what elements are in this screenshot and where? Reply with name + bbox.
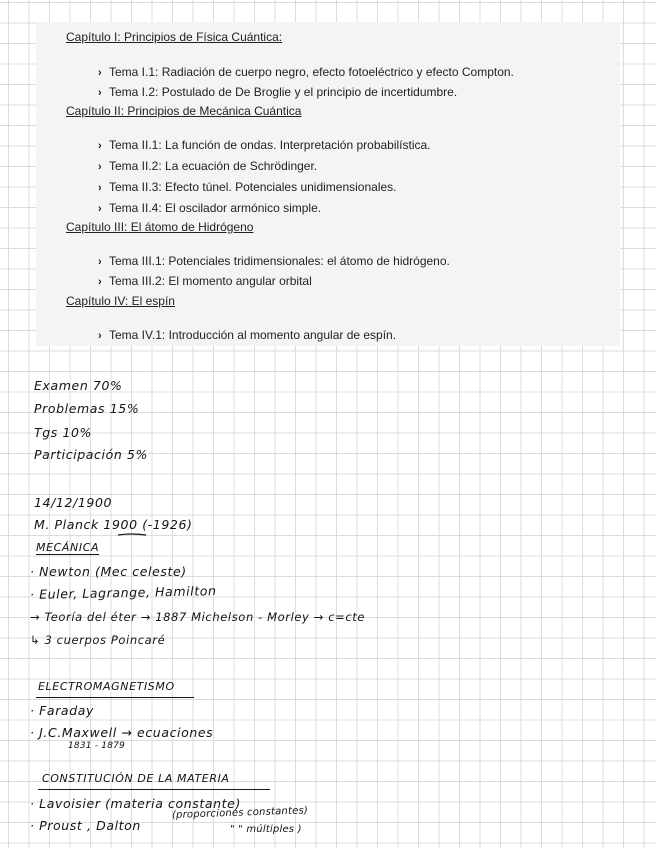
- heading-electromagnetismo: ELECTROMAGNETISMO: [38, 680, 175, 693]
- topic-label: Tema III.1: Potenciales tridimensionales: el átomo de hidrógeno.: [109, 254, 450, 268]
- maxwell-years: 1831 - 1879: [68, 741, 125, 751]
- grading-exam: Examen 70%: [34, 378, 123, 393]
- topic-label: Tema II.1: La función de ondas. Interpretación probabilística.: [109, 138, 431, 152]
- chevron-right-icon: ›: [98, 140, 102, 152]
- topic-label: Tema III.2: El momento angular orbital: [109, 274, 312, 288]
- chapter-title-4: Capítulo IV: El espín: [66, 294, 175, 308]
- topic-label: Tema I.1: Radiación de cuerpo negro, efecto fotoeléctrico y efecto Compton.: [109, 65, 514, 79]
- chapter-title-3: Capítulo III: El átomo de Hidrógeno: [66, 220, 254, 234]
- chevron-right-icon: ›: [98, 330, 102, 342]
- note-planck: M. Planck 1900 (-1926): [34, 517, 193, 532]
- chevron-right-icon: ›: [98, 256, 102, 268]
- chevron-right-icon: ›: [98, 182, 102, 194]
- note-date: 14/12/1900: [34, 495, 113, 510]
- topic-label: Tema II.3: Efecto túnel. Potenciales unidimensionales.: [109, 180, 397, 194]
- ink-underline: [118, 534, 146, 535]
- electromagnetismo-item: · J.C.Maxwell → ecuaciones: [30, 725, 214, 740]
- topic-label: Tema II.2: La ecuación de Schrödinger.: [109, 159, 318, 173]
- mecanica-item: → Teoría del éter → 1887 Michelson - Morley → c=cte: [30, 610, 366, 624]
- heading-materia: CONSTITUCIÓN DE LA MATERIA: [42, 772, 230, 785]
- chapter-title-1: Capítulo I: Principios de Física Cuántica:: [66, 30, 283, 44]
- materia-item: · Lavoisier (materia constante): [30, 796, 241, 811]
- grading-participation: Participación 5%: [34, 447, 148, 462]
- grading-tgs: Tgs 10%: [34, 425, 93, 440]
- chapter-title-2: Capítulo II: Principios de Mecánica Cuántica: [66, 104, 302, 118]
- materia-item: · Proust , Dalton: [30, 818, 141, 833]
- chevron-right-icon: ›: [98, 161, 102, 173]
- topic-label: Tema I.2: Postulado de De Broglie y el principio de incertidumbre.: [109, 85, 458, 99]
- topic-label: Tema II.4: El oscilador armónico simple.: [109, 201, 322, 215]
- grading-problems: Problemas 15%: [34, 401, 140, 416]
- chevron-right-icon: ›: [98, 87, 102, 99]
- mecanica-item: · Euler, Lagrange, Hamilton: [29, 583, 217, 602]
- chevron-right-icon: ›: [98, 203, 102, 215]
- electromagnetismo-item: · Faraday: [30, 703, 94, 718]
- heading-mecanica: MECÁNICA: [36, 541, 100, 554]
- topic-label: Tema IV.1: Introducción al momento angular de espín.: [109, 328, 397, 342]
- chevron-right-icon: ›: [98, 276, 102, 288]
- mecanica-item: · Newton (Mec celeste): [30, 564, 187, 579]
- chevron-right-icon: ›: [98, 67, 102, 79]
- mecanica-item: ↳ 3 cuerpos Poincaré: [30, 633, 166, 647]
- materia-annotation: (proporciones constantes): [171, 805, 309, 821]
- materia-annotation: " " múltiples ): [230, 824, 302, 835]
